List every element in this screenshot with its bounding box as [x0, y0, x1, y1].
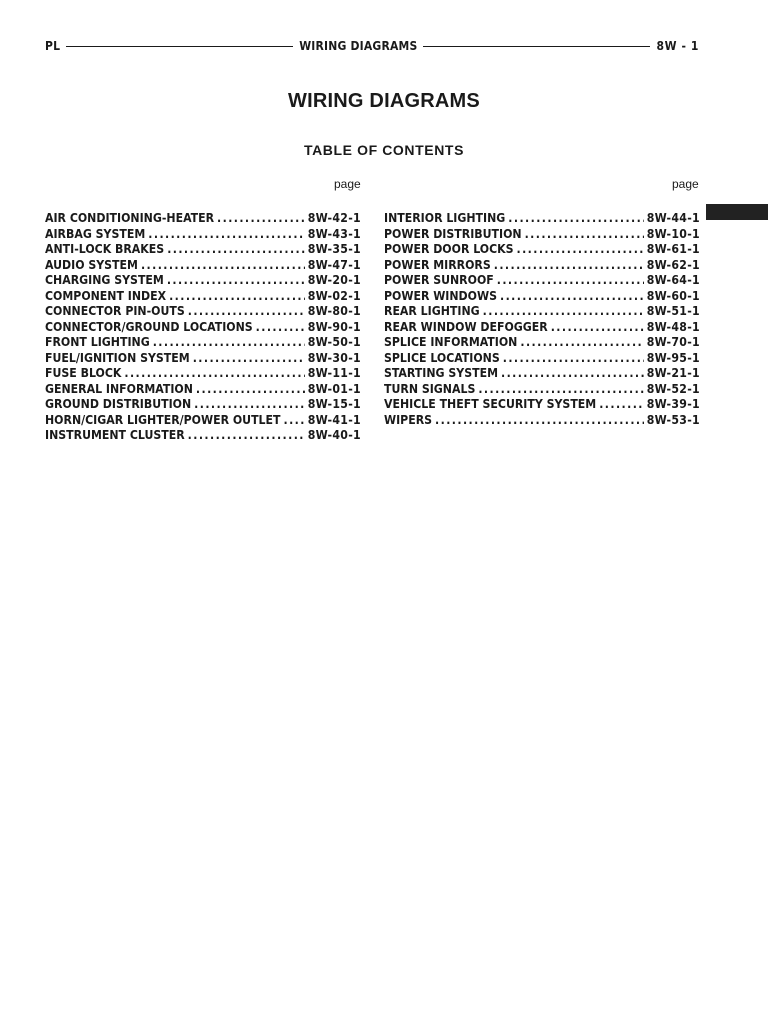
toc-dot-leader: [551, 320, 644, 334]
toc-dot-leader: [503, 351, 644, 365]
toc-entry: [45, 320, 361, 336]
toc-dot-leader: [256, 320, 305, 334]
toc-entry-title: AIRBAG SYSTEM: [45, 226, 146, 241]
toc-entry: [384, 397, 700, 413]
toc-entry: [45, 289, 361, 305]
toc-entry-page: 8W-39-1: [646, 397, 700, 411]
toc-entry: [45, 351, 361, 367]
toc-entry: [384, 413, 700, 429]
toc-entry-title: SPLICE LOCATIONS: [384, 350, 500, 365]
page-title: WIRING DIAGRAMS: [288, 90, 480, 112]
toc-entry: [384, 258, 700, 274]
toc-entry-title: POWER SUNROOF: [384, 273, 494, 287]
toc-dot-leader: [194, 397, 305, 411]
toc-entry-page: 8W-53-1: [646, 412, 700, 427]
toc-entry-page: 8W-52-1: [646, 381, 700, 396]
toc-entry-title: WIPERS: [384, 412, 433, 427]
toc-entry-page: 8W-50-1: [307, 335, 361, 349]
toc-entry-page: 8W-95-1: [646, 350, 700, 365]
toc-entry: [45, 227, 361, 243]
toc-entry-title: INTERIOR LIGHTING: [384, 211, 506, 225]
toc-entry-title: CONNECTOR/GROUND LOCATIONS: [45, 319, 253, 334]
toc-entry-page: 8W-20-1: [307, 273, 361, 287]
toc-entry-page: 8W-47-1: [307, 257, 361, 272]
toc-entry: [384, 289, 700, 305]
toc-entry-page: 8W-10-1: [646, 226, 700, 241]
toc-entry-title: VEHICLE THEFT SECURITY SYSTEM: [384, 397, 597, 411]
toc-dot-leader: [167, 273, 305, 287]
toc-dot-leader: [284, 413, 305, 427]
toc-dot-leader: [599, 397, 644, 411]
header-rule-left: [66, 46, 293, 47]
toc-entry-title: CHARGING SYSTEM: [45, 273, 164, 287]
toc-dot-leader: [148, 227, 304, 241]
toc-dot-leader: [500, 289, 644, 303]
toc-entry-title: FRONT LIGHTING: [45, 335, 150, 349]
toc-entry-title: POWER MIRRORS: [384, 257, 491, 272]
toc-dot-leader: [196, 382, 305, 396]
toc-entry-page: 8W-62-1: [646, 257, 700, 272]
toc-entry-title: REAR WINDOW DEFOGGER: [384, 319, 548, 334]
toc-dot-leader: [501, 366, 644, 380]
toc-entry-title: STARTING SYSTEM: [384, 366, 498, 380]
toc-entry-page: 8W-51-1: [646, 304, 700, 318]
toc-left-column: [45, 211, 361, 444]
toc-entry-title: CONNECTOR PIN-OUTS: [45, 304, 185, 318]
toc-entry: [384, 366, 700, 382]
toc-entry-title: AIR CONDITIONING-HEATER: [45, 211, 215, 225]
toc-entry-title: GROUND DISTRIBUTION: [45, 397, 192, 411]
toc-dot-leader: [141, 258, 305, 272]
toc-entry: [384, 304, 700, 320]
left-column-page-heading: page: [334, 177, 361, 191]
toc-dot-leader: [167, 242, 305, 256]
toc-entry: [384, 273, 700, 289]
toc-entry-page: 8W-44-1: [646, 211, 700, 225]
toc-dot-leader: [478, 382, 643, 396]
header-section-code: PL: [45, 39, 61, 53]
toc-entry-page: 8W-60-1: [646, 288, 700, 303]
toc-dot-leader: [435, 413, 644, 427]
toc-entry-title: AUDIO SYSTEM: [45, 257, 138, 272]
toc-dot-leader: [153, 335, 305, 349]
toc-entry-title: TURN SIGNALS: [384, 381, 476, 396]
toc-entry: [45, 413, 361, 429]
toc-entry-page: 8W-01-1: [307, 381, 361, 396]
toc-dot-leader: [520, 335, 643, 349]
toc-entry: [45, 242, 361, 258]
toc-dot-leader: [494, 258, 644, 272]
toc-heading: TABLE OF CONTENTS: [303, 142, 465, 158]
toc-entry-page: 8W-02-1: [307, 288, 361, 303]
right-column-page-heading: page: [672, 177, 699, 191]
toc-entry-title: FUSE BLOCK: [45, 366, 122, 380]
toc-entry: [45, 258, 361, 274]
toc-entry-title: HORN/CIGAR LIGHTER/POWER OUTLET: [45, 412, 281, 427]
toc-dot-leader: [169, 289, 305, 303]
toc-entry-page: 8W-41-1: [307, 412, 361, 427]
toc-entry: [45, 335, 361, 351]
toc-entry: [45, 211, 361, 227]
toc-entry: [45, 428, 361, 444]
header-chapter-title: WIRING DIAGRAMS: [299, 39, 418, 53]
toc-entry: [384, 335, 700, 351]
toc-entry-title: POWER DISTRIBUTION: [384, 226, 522, 241]
toc-entry-page: 8W-70-1: [646, 335, 700, 349]
toc-entry-page: 8W-43-1: [307, 226, 361, 241]
toc-entry-title: ANTI-LOCK BRAKES: [45, 242, 165, 256]
toc-entry-page: 8W-80-1: [307, 304, 361, 318]
toc-entry-page: 8W-61-1: [646, 242, 700, 256]
toc-entry-title: INSTRUMENT CLUSTER: [45, 428, 185, 442]
toc-entry-title: POWER WINDOWS: [384, 288, 497, 303]
toc-entry: [45, 273, 361, 289]
toc-entry: [384, 382, 700, 398]
toc-entry: [45, 366, 361, 382]
toc-dot-leader: [188, 428, 305, 442]
toc-entry-page: 8W-30-1: [307, 350, 361, 365]
toc-dot-leader: [497, 273, 644, 287]
toc-dot-leader: [124, 366, 304, 380]
toc-entry-page: 8W-42-1: [307, 211, 361, 225]
toc-dot-leader: [483, 304, 644, 318]
toc-dot-leader: [188, 304, 305, 318]
toc-entry-page: 8W-11-1: [307, 366, 361, 380]
toc-entry: [384, 320, 700, 336]
toc-entry-page: 8W-15-1: [307, 397, 361, 411]
toc-dot-leader: [193, 351, 305, 365]
toc-entry-page: 8W-21-1: [646, 366, 700, 380]
toc-entry: [384, 227, 700, 243]
toc-entry-page: 8W-40-1: [307, 428, 361, 442]
toc-entry: [45, 397, 361, 413]
toc-entry: [384, 211, 700, 227]
toc-entry-title: FUEL/IGNITION SYSTEM: [45, 350, 190, 365]
toc-entry: [384, 242, 700, 258]
toc-entry-page: 8W-90-1: [307, 319, 361, 334]
toc-right-column: [384, 211, 700, 428]
toc-entry-title: SPLICE INFORMATION: [384, 335, 518, 349]
toc-entry: [45, 382, 361, 398]
section-thumb-tab: [706, 204, 768, 220]
toc-entry-page: 8W-48-1: [646, 319, 700, 334]
toc-entry: [384, 351, 700, 367]
toc-dot-leader: [508, 211, 643, 225]
header-page-number: 8W - 1: [656, 39, 699, 53]
toc-entry-title: GENERAL INFORMATION: [45, 381, 193, 396]
toc-entry-page: 8W-64-1: [646, 273, 700, 287]
toc-entry-title: REAR LIGHTING: [384, 304, 480, 318]
header-rule-right: [423, 46, 650, 47]
toc-dot-leader: [525, 227, 644, 241]
running-header: [45, 36, 699, 56]
toc-entry-title: POWER DOOR LOCKS: [384, 242, 514, 256]
toc-entry: [45, 304, 361, 320]
toc-dot-leader: [217, 211, 305, 225]
toc-entry-title: COMPONENT INDEX: [45, 288, 167, 303]
toc-dot-leader: [517, 242, 644, 256]
toc-entry-page: 8W-35-1: [307, 242, 361, 256]
